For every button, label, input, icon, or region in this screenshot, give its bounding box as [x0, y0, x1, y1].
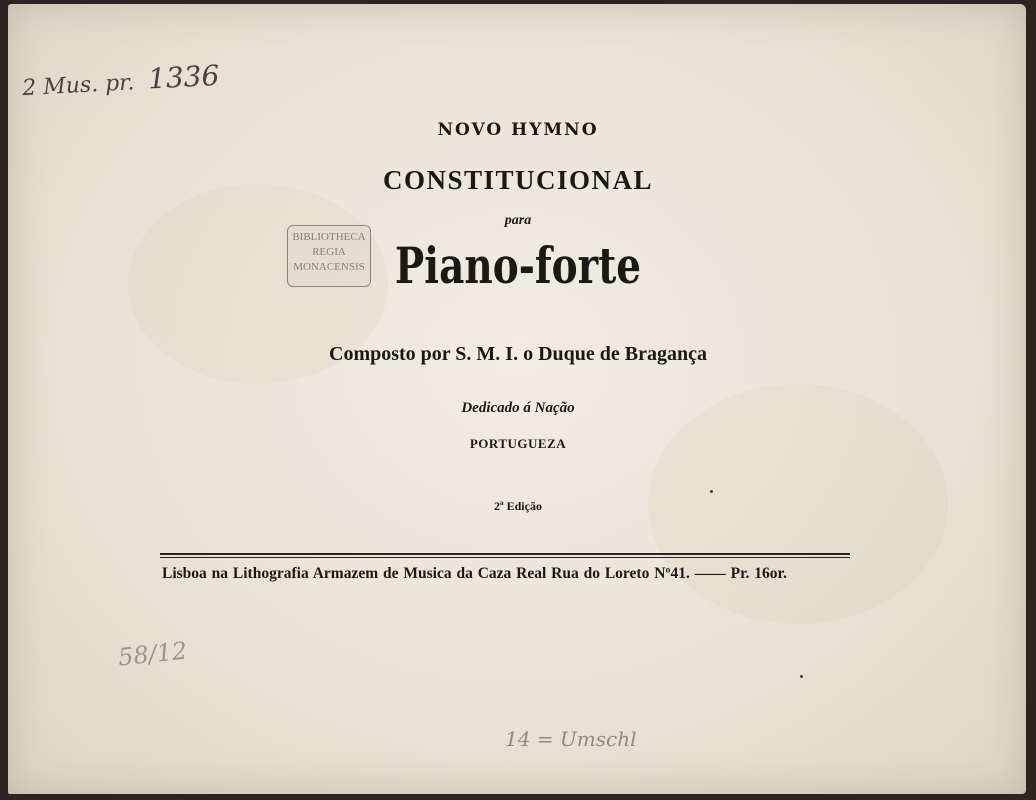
pencil-note: 14 = Umschl	[505, 727, 637, 751]
stamp-line-1: BIBLIOTHECA	[292, 231, 366, 243]
dedication-line-1: Dedicado á Nação	[461, 400, 575, 416]
imprint-rule-thin	[160, 557, 850, 558]
pencil-note: 58/12	[116, 636, 189, 672]
shelfmark-number: 1336	[147, 58, 221, 96]
composer-credit: Composto por S. M. I. o Duque de Bragança	[329, 343, 707, 365]
title-line-2: CONSTITUCIONAL	[382, 165, 654, 195]
ink-speck	[800, 675, 803, 678]
ink-speck	[710, 490, 713, 493]
dedication-line-2: PORTUGUEZA	[469, 436, 567, 451]
publisher-imprint: Lisboa na Lithografia Armazem de Musica da Caza Real Rua do Loreto Nº41. —— Pr. 16or.	[162, 565, 787, 582]
title-instrument: Piano-forte	[394, 236, 642, 295]
stamp-line-3: MONACENSIS	[293, 261, 365, 273]
shelfmark-prefix: 2 Mus. pr.	[21, 70, 135, 102]
library-stamp	[287, 225, 371, 287]
imprint-rule	[160, 553, 850, 555]
edition-label: 2ª Edição	[494, 499, 542, 513]
stamp-line-2: REGIA	[312, 246, 346, 258]
title-para: para	[504, 213, 532, 228]
title-line-1: NOVO HYMNO	[437, 120, 599, 140]
